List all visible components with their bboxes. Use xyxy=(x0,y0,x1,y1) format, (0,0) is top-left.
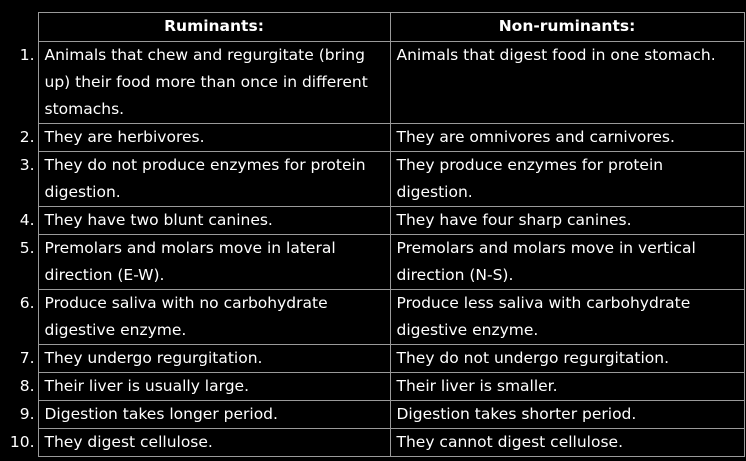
ruminants-cell: They are herbivores. xyxy=(38,124,390,152)
non-ruminants-cell: They are omnivores and carnivores. xyxy=(390,124,744,152)
table-row xyxy=(2,124,744,152)
table-row xyxy=(2,345,744,373)
header-number-cell xyxy=(2,13,38,42)
ruminants-cell: They digest cellulose. xyxy=(38,429,390,457)
row-number: 9. xyxy=(19,404,35,423)
ruminants-comparison-table xyxy=(2,12,745,457)
row-number: 4. xyxy=(19,210,35,229)
comparison-table-wrapper xyxy=(0,12,746,457)
row-number: 7. xyxy=(19,348,35,367)
ruminants-cell: Produce saliva with no carbohydrate digestive enzyme. xyxy=(38,290,390,345)
table-row xyxy=(2,207,744,235)
non-ruminants-cell: Their liver is smaller. xyxy=(390,373,744,401)
row-number: 8. xyxy=(19,376,35,395)
table-row xyxy=(2,429,744,457)
table-row xyxy=(2,401,744,429)
non-ruminants-cell: Digestion takes shorter period. xyxy=(390,401,744,429)
non-ruminants-cell: Produce less saliva with carbohydrate digestive enzyme. xyxy=(390,290,744,345)
row-number: 1. xyxy=(19,45,35,64)
row-number: 3. xyxy=(19,155,35,174)
non-ruminants-cell: Premolars and molars move in vertical direction (N-S). xyxy=(390,235,744,290)
row-number: 2. xyxy=(19,127,35,146)
non-ruminants-cell: They do not undergo regurgitation. xyxy=(390,345,744,373)
ruminants-cell: They undergo regurgitation. xyxy=(38,345,390,373)
table-row xyxy=(2,152,744,207)
non-ruminants-cell: They cannot digest cellulose. xyxy=(390,429,744,457)
row-number: 5. xyxy=(19,238,35,257)
row-number: 6. xyxy=(19,293,35,312)
non-ruminants-cell: Animals that digest food in one stomach. xyxy=(390,42,744,124)
header-row xyxy=(2,13,744,42)
table-row xyxy=(2,290,744,345)
header-ruminants: Ruminants: xyxy=(38,13,390,42)
table-row xyxy=(2,42,744,124)
ruminants-cell: Premolars and molars move in lateral direction (E-W). xyxy=(38,235,390,290)
row-number: 10. xyxy=(9,432,35,451)
ruminants-cell: They have two blunt canines. xyxy=(38,207,390,235)
ruminants-cell: Their liver is usually large. xyxy=(38,373,390,401)
table-row xyxy=(2,373,744,401)
ruminants-cell: Digestion takes longer period. xyxy=(38,401,390,429)
ruminants-cell: Animals that chew and regurgitate (bring up) their food more than once in different stomachs. xyxy=(38,42,390,124)
header-non-ruminants: Non-ruminants: xyxy=(390,13,744,42)
table-row xyxy=(2,235,744,290)
ruminants-cell: They do not produce enzymes for protein digestion. xyxy=(38,152,390,207)
non-ruminants-cell: They have four sharp canines. xyxy=(390,207,744,235)
non-ruminants-cell: They produce enzymes for protein digestion. xyxy=(390,152,744,207)
